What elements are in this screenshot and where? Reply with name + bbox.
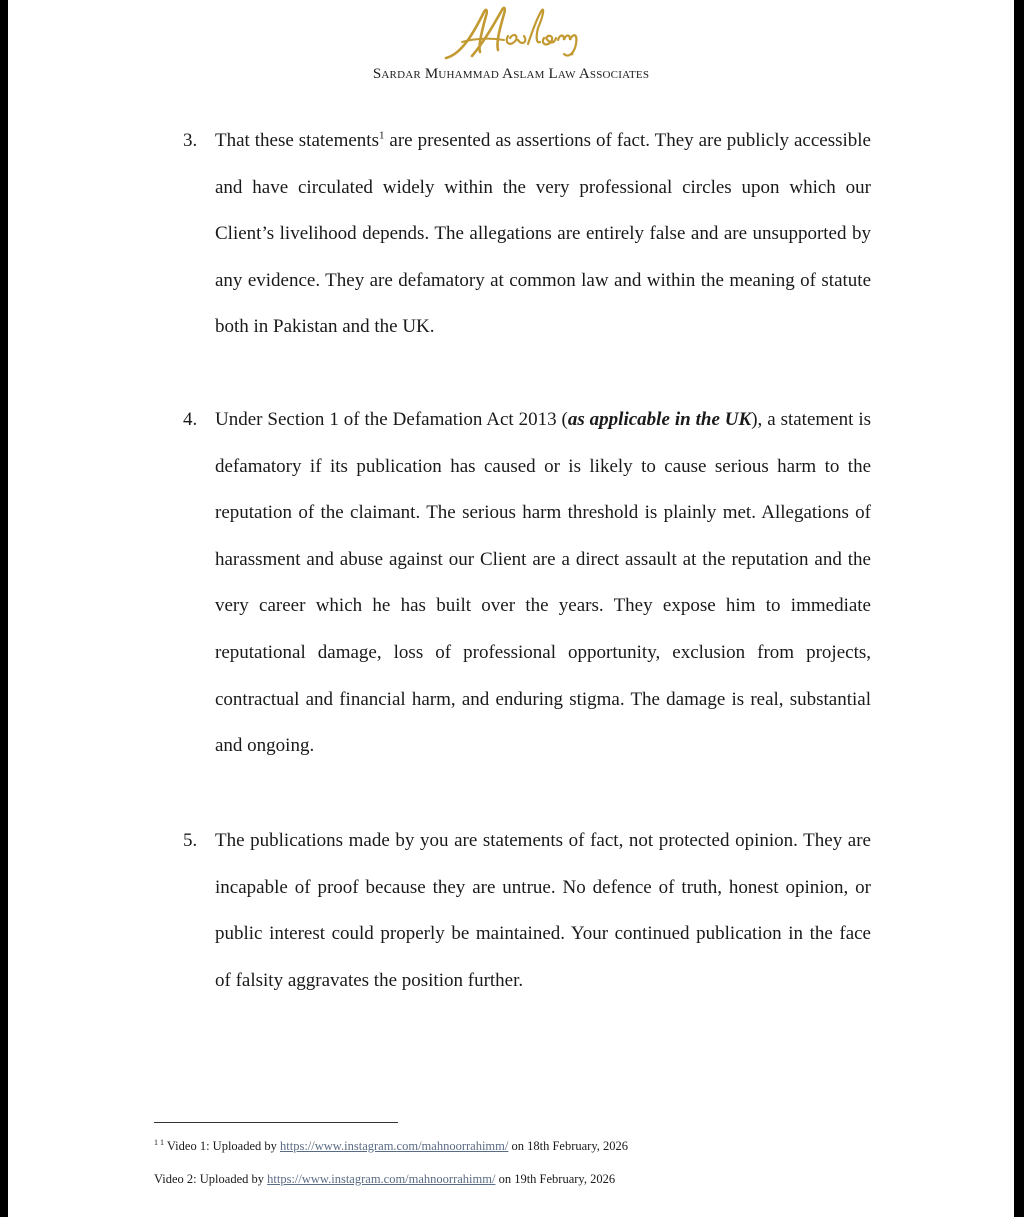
paragraph-emphasis: as applicable in the UK (567, 409, 752, 430)
paragraph-text: That these statements (215, 130, 379, 151)
paragraph-5 (183, 818, 871, 1004)
footnote-text: on 19th February, 2026 (495, 1172, 616, 1186)
footnote-text: Video 2: Uploaded by (154, 1172, 268, 1186)
firm-name: Sardar Muhammad Aslam Law Associates (372, 66, 650, 82)
signature-logo-icon (432, 2, 602, 64)
footnote-link[interactable]: https://www.instagram.com/mahnoorrahimm/ (280, 1139, 509, 1153)
footnote-link[interactable]: https://www.instagram.com/mahnoorrahimm/ (267, 1172, 496, 1186)
footnote-divider (154, 1122, 398, 1123)
paragraph-number: 5. (183, 830, 198, 851)
paragraph-number: 4. (183, 409, 198, 430)
footnote-2 (154, 1172, 615, 1187)
paragraph-4 (183, 397, 871, 770)
document-page (8, 0, 1014, 1217)
paragraph-text: are presented as assertions of fact. They are publicly accessible and have circulated widely within the very professional circles upon which our Client’s livelihood depends. The allegations are entirely false and are unsupported by any evidence. They are defamatory at common law and within the meaning of statute both in Pakistan and the UK. (215, 130, 871, 338)
footnote-marker: 1 1 (154, 1137, 164, 1147)
footnote-text: on 18th February, 2026 (508, 1139, 629, 1153)
footnote-reference: 1 (378, 129, 385, 142)
paragraph-number: 3. (183, 130, 198, 151)
paragraph-text: The publications made by you are statements of fact, not protected opinion. They are incapable of proof because they are untrue. No defence of truth, honest opinion, or public interest could properly be maintained. Your continued publication in the face of falsity aggravates the position further. (215, 830, 871, 991)
paragraph-text: Under Section 1 of the Defamation Act 2013 ( (215, 409, 568, 430)
footnote-text: Video 1: Uploaded by (164, 1139, 281, 1153)
footnote-1 (154, 1139, 628, 1154)
paragraph-3 (183, 118, 871, 351)
paragraph-text: ), a statement is defamatory if its publication has caused or is likely to cause serious harm to the reputation of the claimant. The serious harm threshold is plainly met. Allegations of harassment and abuse against our Client are a direct assault at the reputation and the very career which he has built over the years. They expose him to immediate reputational damage, loss of professional opportunity, exclusion from projects, contractual and financial harm, and enduring stigma. The damage is real, substantial and ongoing. (215, 409, 871, 757)
letterhead-logo (8, 0, 1014, 64)
